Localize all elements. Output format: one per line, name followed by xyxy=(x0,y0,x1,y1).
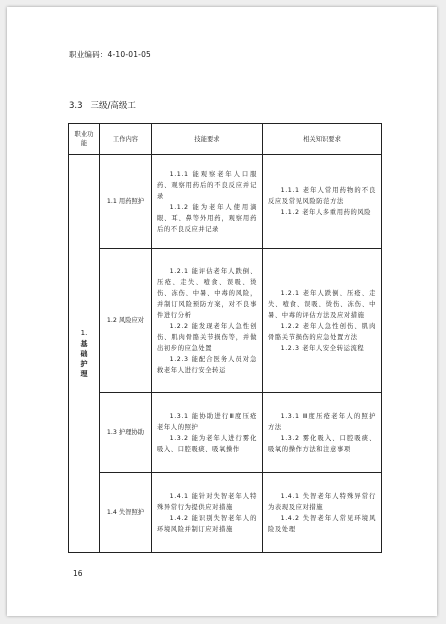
table-row xyxy=(69,393,382,473)
skill-item: 1.1.1 能观察老年人口服药、观察用药后的不良反应并记录 xyxy=(157,170,257,200)
skill-item: 1.3.2 能为老年人进行雾化吸入、口腔吸痰、吸氧操作 xyxy=(157,434,257,453)
function-cell xyxy=(69,155,100,553)
section-heading xyxy=(69,99,136,111)
header-content: 工作内容 xyxy=(100,124,152,155)
skills-table xyxy=(68,123,382,553)
section-title: 三级/高级工 xyxy=(90,101,136,111)
skill-item: 1.2.1 能评估老年人跌倒、压疮、走失、噎食、误吸、烫伤、冻伤、中暑、中毒的风险，并制订风险预防方案，对不良事件进行分析 xyxy=(157,267,257,319)
knowledge-cell xyxy=(263,155,382,249)
skill-item: 1.1.2 能为老年人使用滴眼、耳、鼻等外用药，观察用药后的不良反应并记录 xyxy=(157,203,257,233)
content-cell: 1.1 用药照护 xyxy=(100,155,152,249)
skill-item: 1.2.3 能配合医务人员对急救老年人进行安全转运 xyxy=(157,355,257,374)
skill-item: 1.2.2 能发现老年人急性创伤、肌肉骨骼关节损伤等，并做出初步的应急处置 xyxy=(157,322,257,352)
knowledge-item: 1.2.2 老年人急性创伤、肌肉骨骼关节损伤的应急处置方法 xyxy=(268,322,376,341)
header-knowledge: 相关知识要求 xyxy=(263,124,382,155)
table-row xyxy=(69,249,382,393)
knowledge-cell xyxy=(263,393,382,473)
knowledge-item: 1.4.2 失智老年人常见环境风险及处理 xyxy=(268,514,376,533)
header-skills: 技能要求 xyxy=(152,124,263,155)
knowledge-item: 1.2.1 老年人跌倒、压疮、走失、噎食、误吸、烫伤、冻伤、中暑、中毒的评估方法及应对措施 xyxy=(268,289,376,319)
knowledge-item: 1.3.1 Ⅲ度压疮老年人的照护方法 xyxy=(268,412,376,431)
knowledge-item: 1.1.1 老年人常用药物的不良反应及常见风险防范方法 xyxy=(268,187,376,205)
skill-item: 1.3.1 能协助进行Ⅲ度压疮老年人的照护 xyxy=(157,412,257,431)
content-cell: 1.3 护理协助 xyxy=(100,393,152,473)
skill-item: 1.4.1 能针对失智老年人特殊异常行为提供应对措施 xyxy=(157,492,257,511)
occupation-code: 职业编码：4-10-01-05 xyxy=(69,50,152,59)
knowledge-cell xyxy=(263,249,382,393)
knowledge-cell xyxy=(263,473,382,553)
skills-cell xyxy=(152,249,263,393)
skills-cell xyxy=(152,473,263,553)
function-name: 基础护理 xyxy=(80,339,88,378)
table-header-row xyxy=(69,124,382,155)
content-cell: 1.2 风险应对 xyxy=(100,249,152,393)
knowledge-item: 1.3.2 雾化吸入、口腔吸痰、吸氧的操作方法和注意事项 xyxy=(268,434,376,453)
table-row xyxy=(69,155,382,249)
table-row xyxy=(69,473,382,553)
skill-item: 1.4.2 能识别失智老年人的环境风险并制订应对措施 xyxy=(157,514,257,533)
knowledge-item: 1.4.1 失智老年人特殊异常行为表现及应对措施 xyxy=(268,492,376,511)
section-number: 3.3 xyxy=(69,101,83,111)
skills-cell xyxy=(152,393,263,473)
function-number: 1. xyxy=(80,328,88,337)
content-cell: 1.4 失智照护 xyxy=(100,473,152,553)
page-number: 16 xyxy=(73,569,83,578)
knowledge-item: 1.1.2 老年人多重用药的风险 xyxy=(280,209,372,216)
skills-cell xyxy=(152,155,263,249)
document-page xyxy=(7,7,437,616)
knowledge-item: 1.2.3 老年人安全转运流程 xyxy=(280,344,365,352)
header-function: 职业功能 xyxy=(69,124,100,155)
